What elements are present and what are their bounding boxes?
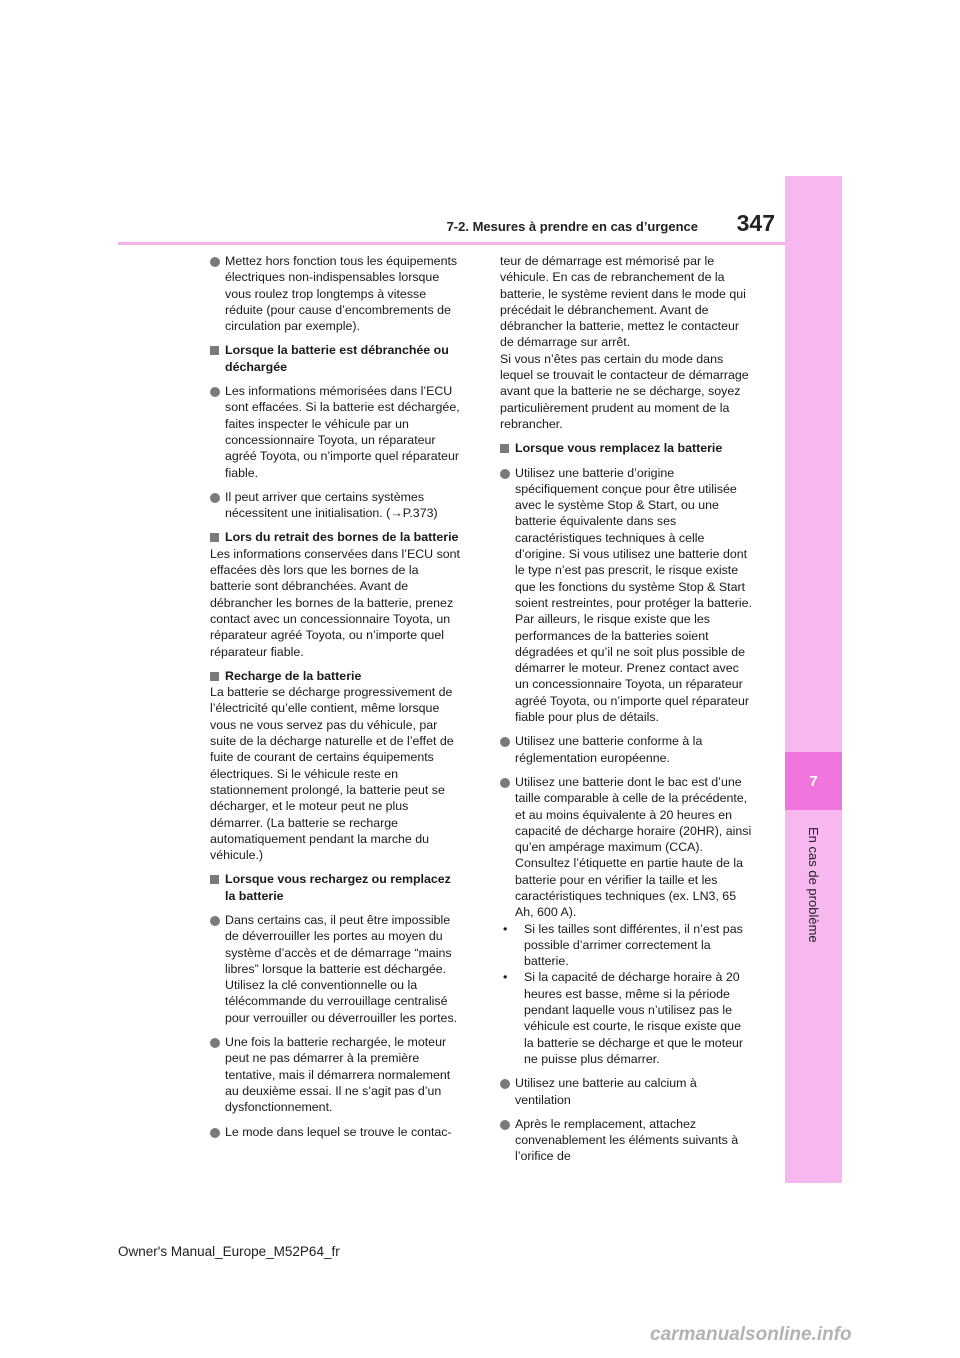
- sub-bullet-item: [500, 921, 752, 970]
- bullet-paragraph: [210, 912, 462, 1026]
- sub-bullet-marker: •: [503, 970, 508, 985]
- watermark-logo: carmanualsonline.info: [650, 1324, 852, 1345]
- bullet-dot-icon: [210, 493, 220, 503]
- bullet-dot-icon: [210, 916, 220, 926]
- left-column: [210, 253, 462, 1148]
- bullet-paragraph: [210, 383, 462, 481]
- square-bullet-icon: [210, 672, 219, 681]
- bullet-paragraph: [210, 1034, 462, 1115]
- sub-bullet-text: Si la capacité de décharge horaire à 20 heures est basse, même si la période pendant laquelle vous n’utilisez pas le véhicule est courte, le risque existe que la batterie se décharge et que le moteur ne puisse plus démarrer.: [524, 970, 744, 1066]
- section-heading: [210, 871, 462, 904]
- header-rule: [118, 242, 785, 245]
- bullet-dot-icon: [500, 469, 510, 479]
- chapter-label: [785, 810, 842, 960]
- chapter-label-text: En cas de problème: [806, 827, 821, 943]
- paragraph-text: Utilisez une batterie d’origine spécifiquement conçue pour être utilisée avec le système Stop & Start, ou une batterie équivalente dans ses caractéristiques techniques à celle d’origine. Si vous utilisez une batterie dont le type n’est pas prescrit, le risque existe que les fonctions du système Stop & Start soient restreintes, pour protéger la batterie. Par ailleurs, le risque existe que les performances de la batteries soient dégradées et qu’il ne soit plus possible de démarrer le moteur. Prenez contact avec un concessionnaire Toyota, un réparateur agréé Toyota, ou n’importe quel réparateur fiable pour plus de détails.: [515, 465, 752, 725]
- paragraph-text: Après le remplacement, attachez convenablement les éléments suivants à l’orifice de: [515, 1116, 739, 1164]
- body-paragraph: Les informations conservées dans l’ECU sont effacées dès lors que les bornes de la batterie sont débranchées. Avant de débrancher les bornes de la batterie, prenez contact avec un concessionnaire Toyota, un réparateur agréé Toyota, ou n’importe quel réparateur fiable.: [210, 546, 460, 659]
- section-title: 7-2. Mesures à prendre en cas d’urgence: [446, 219, 698, 234]
- body-paragraph: teur de démarrage est mémorisé par le véhicule. En cas de rebranchement de la batterie, le système revient dans le mode qui précédait le débranchement. Avant de débrancher la batterie, mettez le contacteur de démarrage sur arrêt.: [500, 254, 746, 350]
- square-bullet-icon: [210, 346, 219, 355]
- sub-bullet-text: Si les tailles sont différentes, il n’est pas possible d’arrimer correctement la batterie.: [524, 921, 743, 969]
- bullet-dot-icon: [210, 1128, 220, 1138]
- square-bullet-icon: [210, 875, 219, 884]
- heading-text: Lorsque vous remplacez la batterie: [515, 441, 723, 456]
- paragraph-text: Mettez hors fonction tous les équipements électriques non-indispensables lorsque vous roulez trop longtemps à vitesse réduite (pour cause d’encombrements de circulation par exemple).: [225, 254, 458, 334]
- bullet-paragraph: [500, 774, 752, 921]
- chapter-number: 7: [785, 752, 842, 810]
- footer-text: Owner's Manual_Europe_M52P64_fr: [118, 1244, 340, 1259]
- bullet-paragraph: [210, 1124, 462, 1140]
- paragraph-text: Le mode dans lequel se trouve le contac-: [225, 1124, 452, 1139]
- paragraph-text: Les informations mémorisées dans l’ECU sont effacées. Si la batterie est déchargée, faites inspecter le véhicule par un concessionnaire Toyota, un réparateur agréé Toyota, ou n’importe quel réparateur fiable.: [225, 384, 460, 480]
- bullet-paragraph: [500, 733, 752, 766]
- paragraph-text: Utilisez une batterie dont le bac est d’une taille comparable à celle de la précédente, et au moins équivalente à 20 heures en capacité de décharge horaire (20HR), ainsi qu’en ampérage maximum (CCA). Consultez l’étiquette en partie haute de la batterie pour en vérifier la taille et les caractéristiques techniques (ex. LN3, 65 Ah, 600 A).: [515, 774, 752, 920]
- square-bullet-icon: [210, 533, 219, 542]
- body-paragraph: La batterie se décharge progressivement de l’électricité qu’elle contient, même lorsque vous ne vous servez pas du véhicule, par suite de la décharge naturelle et de l’effet de fuite de courant de certains équipements électriques. Si le véhicule reste en stationnement prolongé, la batterie peut se décharger, et le moteur peut ne plus démarrer. (La batterie se recharge automatiquement pendant la marche du véhicule.): [210, 685, 454, 863]
- body-paragraph: Si vous n’êtes pas certain du mode dans lequel se trouvait le contacteur de démarrage avant que la batterie ne se décharge, soyez particulièrement prudent au moment de la rebrancher.: [500, 351, 749, 431]
- section-heading: [210, 529, 462, 545]
- bullet-dot-icon: [210, 387, 220, 397]
- bullet-dot-icon: [500, 737, 510, 747]
- bullet-paragraph: [500, 465, 752, 726]
- bullet-paragraph: [500, 1075, 752, 1108]
- sub-bullet-marker: •: [503, 921, 508, 936]
- right-column: [500, 253, 752, 1173]
- paragraph-text: Dans certains cas, il peut être impossible de déverrouiller les portes au moyen du système d’accès et de démarrage “mains libres” lorsque la batterie est déchargée. Utilisez la clé conventionnelle ou la télécommande du verrouillage centralisé pour verrouiller ou déverrouiller les portes.: [225, 912, 458, 1025]
- heading-text: Lorsque vous rechargez ou remplacez la batterie: [225, 872, 451, 903]
- chapter-side-tab: [785, 176, 842, 1183]
- square-bullet-icon: [500, 444, 509, 453]
- bullet-dot-icon: [500, 1079, 510, 1089]
- bullet-dot-icon: [500, 1120, 510, 1130]
- section-heading: [210, 342, 462, 375]
- section-heading: [210, 668, 462, 684]
- paragraph-text: Une fois la batterie rechargée, le moteur peut ne pas démarrer à la première tentative, mais il démarrera normalement au deuxième essai. Il ne s’agit pas d’un dysfonctionnement.: [225, 1035, 451, 1115]
- bullet-dot-icon: [500, 778, 510, 788]
- paragraph-text: Il peut arriver que certains systèmes nécessitent une initialisation. (→P.373): [225, 489, 438, 521]
- bullet-paragraph: [210, 489, 462, 522]
- heading-text: Lorsque la batterie est débranchée ou déchargée: [225, 343, 449, 374]
- page-number: 347: [736, 210, 775, 236]
- paragraph-text: Utilisez une batterie conforme à la réglementation européenne.: [515, 734, 703, 765]
- sub-bullet-item: [500, 969, 752, 1067]
- heading-text: Recharge de la batterie: [225, 668, 362, 683]
- bullet-dot-icon: [210, 257, 220, 267]
- heading-text: Lors du retrait des bornes de la batterie: [225, 530, 459, 545]
- bullet-dot-icon: [210, 1038, 220, 1048]
- bullet-paragraph: [500, 1116, 752, 1165]
- bullet-paragraph: [210, 253, 462, 334]
- paragraph-text: Utilisez une batterie au calcium à ventilation: [515, 1076, 697, 1107]
- section-heading: [500, 440, 752, 456]
